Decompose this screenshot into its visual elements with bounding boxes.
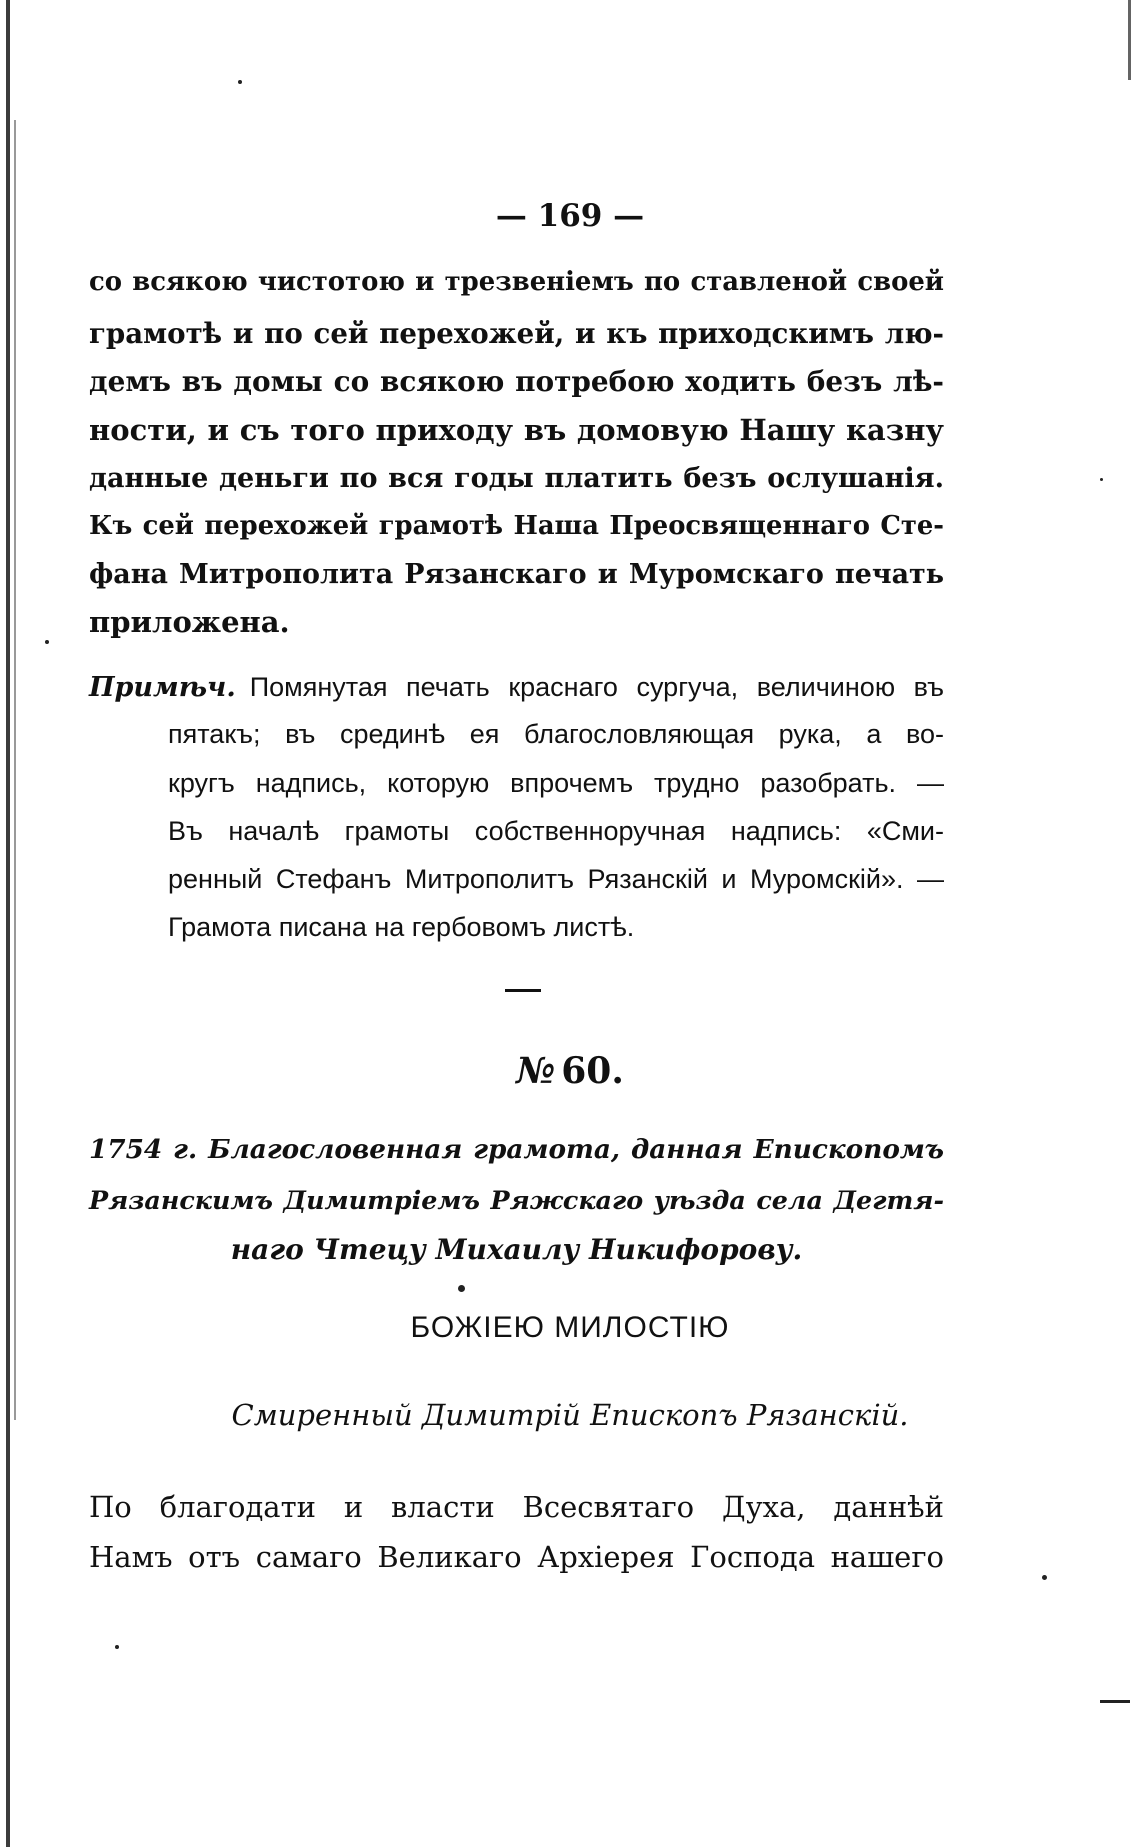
- scan-right-edge: [1128, 0, 1131, 80]
- heading-line: 1754 г. Благословенная грамота, данная Епископомъ: [89, 1134, 944, 1165]
- scan-margin-shadow: [14, 120, 16, 1420]
- note-text: Помянутая печать краснаго сургуча, величиною въ: [249, 672, 944, 702]
- paragraph-line: приложена.: [89, 605, 290, 639]
- heading-line: наго Чтецу Михаилу Никифорову.: [230, 1233, 803, 1266]
- note-line: Въ началѣ грамоты собственноручная надпись: «Сми-: [168, 816, 944, 846]
- scan-speck: [45, 640, 49, 644]
- scan-speck: [1042, 1575, 1047, 1580]
- paragraph-line: По благодати и власти Всесвятаго Духа, даннѣй: [89, 1490, 944, 1524]
- scan-speck: [115, 1645, 119, 1649]
- note-line: Грамота писана на гербовомъ листѣ.: [168, 912, 635, 942]
- note-line: [89, 668, 944, 707]
- paragraph-line: ности, и съ того приходу въ домовую Нашу казну: [89, 413, 944, 447]
- italic-subtitle: Смиренный Димитрій Епископъ Рязанскій.: [231, 1398, 909, 1432]
- scan-speck: [1100, 478, 1103, 481]
- scan-speck: [238, 80, 242, 84]
- paragraph-line: Къ сей перехожей грамотѣ Наша Преосвященнаго Сте-: [89, 511, 944, 541]
- paragraph-line: демъ въ домы со всякою потребою ходить безъ лѣ-: [89, 365, 944, 398]
- note-line: кругъ надпись, которую впрочемъ трудно разобрать. —: [168, 768, 944, 798]
- paragraph-line: грамотѣ и по сей перехожей, и къ приходскимъ лю-: [89, 317, 944, 350]
- scan-margin-edge: [6, 0, 10, 1847]
- document-number: [0, 1050, 1140, 1092]
- paragraph-line: Намъ отъ самаго Великаго Архіерея Господа нашего: [89, 1540, 944, 1574]
- page-number: — 169 —: [495, 198, 645, 234]
- heading-line: Рязанскимъ Димитріемъ Ряжскаго уѣзда села Дегтя-: [89, 1185, 944, 1215]
- section-divider: [505, 989, 541, 992]
- note-line: пятакъ; въ срединѣ ея благословляющая рука, а во-: [168, 719, 944, 749]
- paragraph-line: фана Митрополита Рязанскаго и Муромскаго печать: [89, 559, 944, 590]
- paragraph-line: со всякою чистотою и трезвеніемъ по ставленой своей: [89, 267, 944, 297]
- note-line: ренный Стефанъ Митрополитъ Рязанскій и Муромскій». —: [168, 864, 944, 894]
- number-sign: №: [516, 1050, 556, 1092]
- scan-speck: [458, 1285, 465, 1292]
- note-label: Примѣч.: [89, 672, 236, 703]
- caps-title: БОЖІЕЮ МИЛОСТІЮ: [410, 1311, 730, 1344]
- scan-speck: [1100, 1700, 1130, 1703]
- number-value: 60.: [561, 1050, 624, 1092]
- paragraph-line: данные деньги по вся годы платить безъ ослушанія.: [89, 463, 944, 494]
